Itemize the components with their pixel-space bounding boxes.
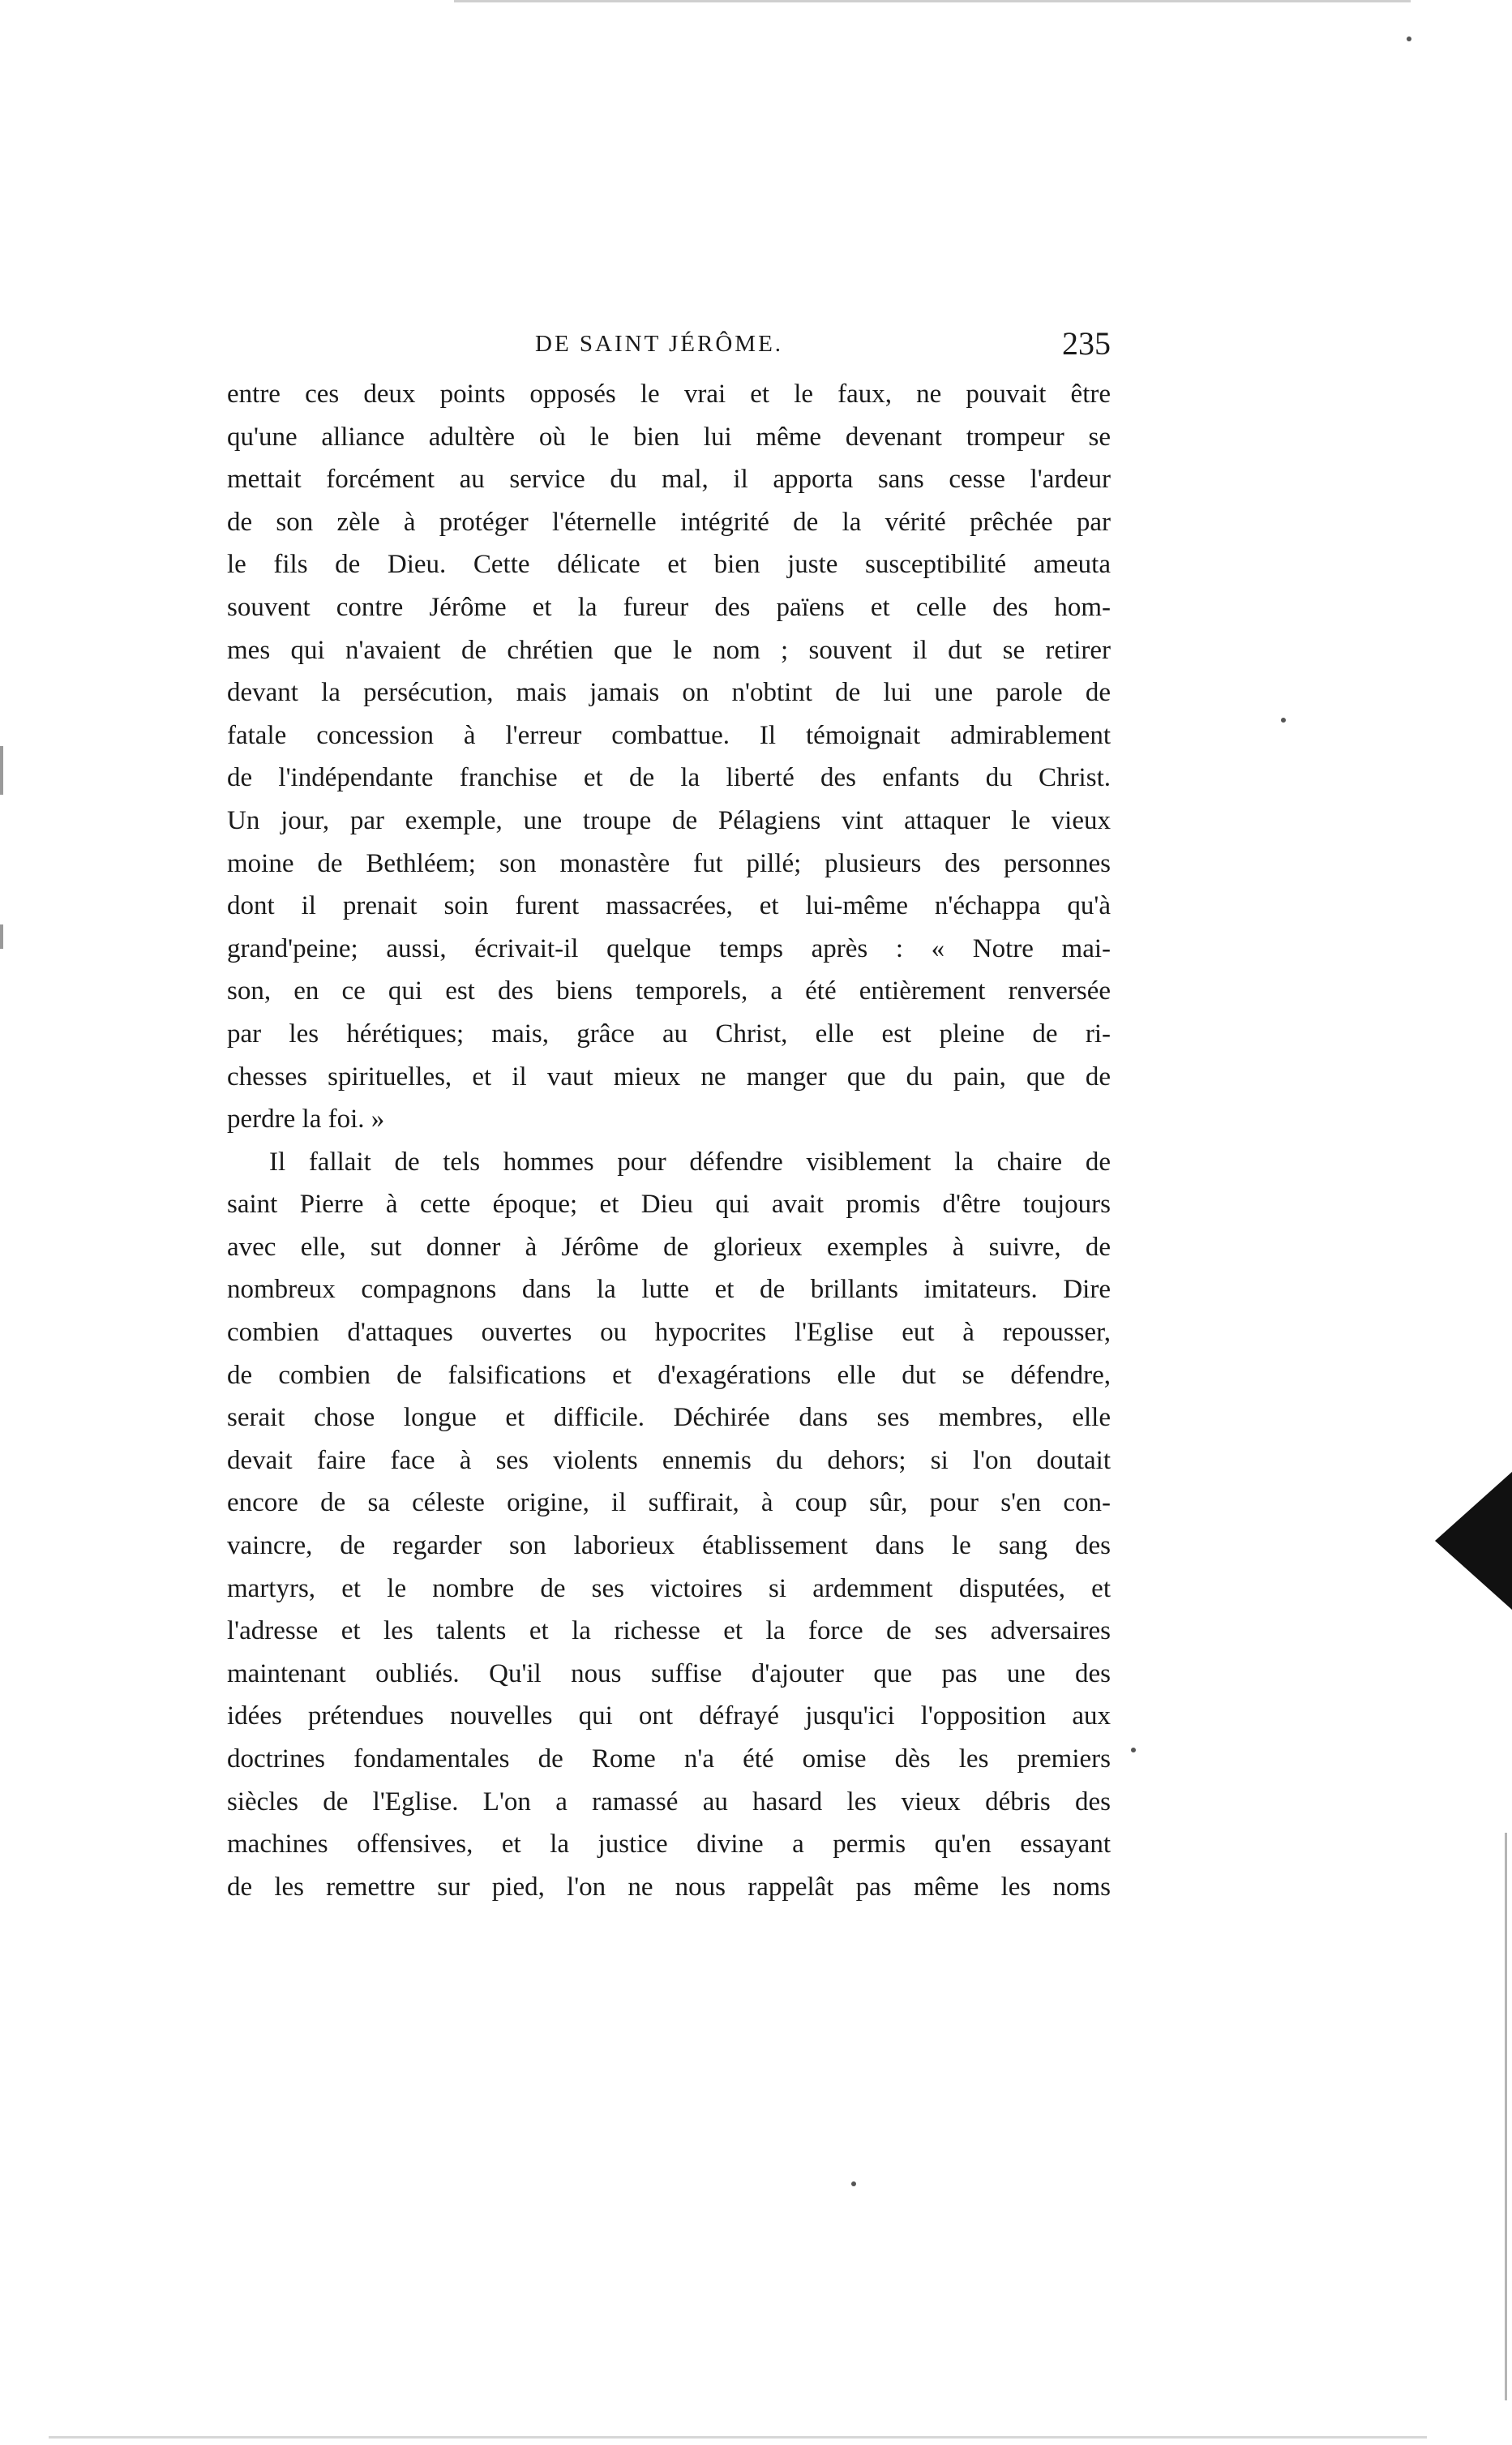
text-line: par les hérétiques; mais, grâce au Christ, elle est pleine de ri- (227, 1019, 1111, 1049)
text-line: dont il prenait soin furent massacrées, et lui-même n'échappa qu'à (227, 891, 1111, 921)
body-text (227, 373, 1111, 1908)
text-line: maintenant oubliés. Qu'il nous suffise d'ajouter que pas une des (227, 1658, 1111, 1688)
text-line: de combien de falsifications et d'exagérations elle dut se défendre, (227, 1360, 1111, 1390)
text-line: de son zèle à protéger l'éternelle intégrité de la vérité prêchée par (227, 507, 1111, 537)
text-line: machines offensives, et la justice divine a permis qu'en essayant (227, 1829, 1111, 1859)
text-line: de les remettre sur pied, l'on ne nous rappelât pas même les noms (227, 1872, 1111, 1902)
right-page-edge (1505, 1833, 1507, 2400)
left-margin-mark (0, 924, 3, 949)
text-line: vaincre, de regarder son laborieux établissement dans le sang des (227, 1531, 1111, 1561)
text-line: martyrs, et le nombre de ses victoires si ardemment disputées, et (227, 1573, 1111, 1603)
text-line: encore de sa céleste origine, il suffirait, à coup sûr, pour s'en con- (227, 1488, 1111, 1518)
text-line: entre ces deux points opposés le vrai et le faux, ne pouvait être (227, 380, 1111, 409)
page-number: 235 (1062, 325, 1111, 362)
left-margin-mark (0, 746, 3, 795)
text-line: idées prétendues nouvelles qui ont défrayé jusqu'ici l'opposition aux (227, 1701, 1111, 1731)
text-line: moine de Bethléem; son monastère fut pillé; plusieurs des personnes (227, 848, 1111, 878)
text-line: mes qui n'avaient de chrétien que le nom ; souvent il dut se retirer (227, 635, 1111, 665)
text-line: l'adresse et les talents et la richesse et la force de ses adversaires (227, 1616, 1111, 1646)
text-line: devant la persécution, mais jamais on n'obtint de lui une parole de (227, 678, 1111, 708)
text-line: siècles de l'Eglise. L'on a ramassé au hasard les vieux débris des (227, 1787, 1111, 1817)
text-line: son, en ce qui est des biens temporels, a été entièrement renversée (227, 976, 1111, 1006)
text-line: Un jour, par exemple, une troupe de Pélagiens vint attaquer le vieux (227, 805, 1111, 835)
page-header (227, 324, 1111, 373)
text-line: le fils de Dieu. Cette délicate et bien juste susceptibilité ameuta (227, 550, 1111, 580)
text-line: fatale concession à l'erreur combattue. Il témoignait admirablement (227, 720, 1111, 750)
text-line: avec elle, sut donner à Jérôme de glorieux exemples à suivre, de (227, 1232, 1111, 1262)
speck (1131, 1748, 1136, 1752)
text-line: serait chose longue et difficile. Déchirée dans ses membres, elle (227, 1403, 1111, 1433)
text-line: combien d'attaques ouvertes ou hypocrites l'Eglise eut à repousser, (227, 1318, 1111, 1348)
speck (1407, 36, 1411, 41)
text-line: devait faire face à ses violents ennemis du dehors; si l'on doutait (227, 1445, 1111, 1475)
speck (851, 2181, 856, 2186)
running-head: DE SAINT JÉRÔME. (535, 331, 784, 357)
text-line: mettait forcément au service du mal, il apporta sans cesse l'ardeur (227, 465, 1111, 495)
bottom-page-edge (49, 2436, 1427, 2439)
text-line: qu'une alliance adultère où le bien lui même devenant trompeur se (227, 422, 1111, 452)
speck (1281, 718, 1286, 723)
text-line: de l'indépendante franchise et de la liberté des enfants du Christ. (227, 763, 1111, 793)
text-line: souvent contre Jérôme et la fureur des païens et celle des hom- (227, 592, 1111, 622)
paragraph-end-line: perdre la foi. » (227, 1105, 385, 1135)
top-page-edge (454, 0, 1411, 2)
ink-blot (1435, 1472, 1512, 1610)
text-line: saint Pierre à cette époque; et Dieu qui avait promis d'être toujours (227, 1190, 1111, 1220)
text-line: grand'peine; aussi, écrivait-il quelque temps après : « Notre mai- (227, 933, 1111, 963)
text-line: nombreux compagnons dans la lutte et de brillants imitateurs. Dire (227, 1275, 1111, 1305)
text-line: chesses spirituelles, et il vaut mieux ne manger que du pain, que de (227, 1062, 1111, 1092)
paragraph-start-line: Il fallait de tels hommes pour défendre visiblement la chaire de (269, 1147, 1111, 1177)
text-line: doctrines fondamentales de Rome n'a été omise dès les premiers (227, 1744, 1111, 1774)
